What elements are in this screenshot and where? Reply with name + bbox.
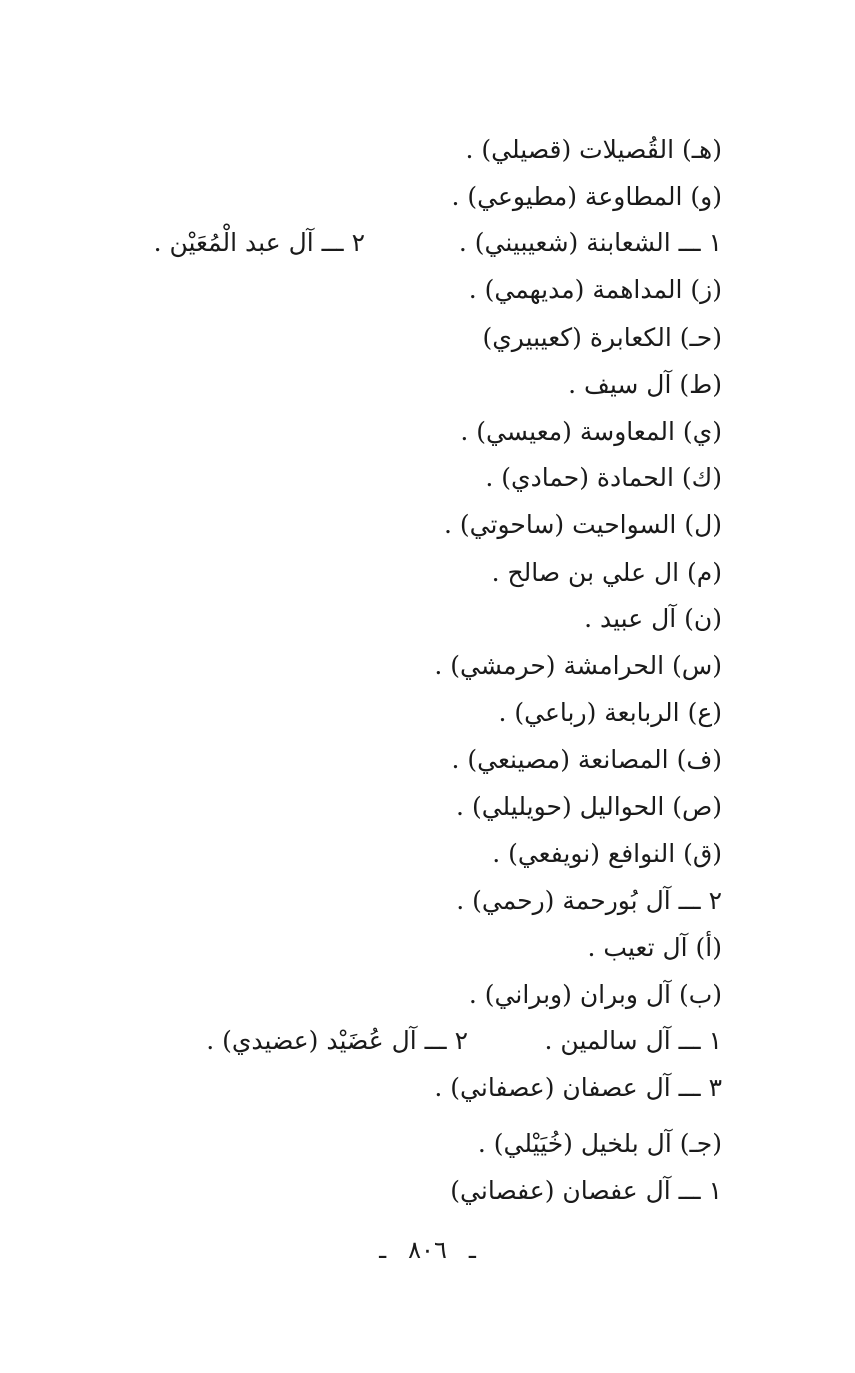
page-number: ٨٠٦ [408, 1236, 447, 1264]
list-item: ٢ ـــ آل بُورحمة (رحمي) . [456, 886, 722, 915]
list-item: (ز) المداهمة (مديهمي) . [468, 275, 722, 304]
list-item: (جـ) آل بلخيل (خُيَيْلي) . [477, 1129, 722, 1158]
list-item: (ن) آل عبيد . [584, 604, 722, 633]
list-item: (ص) الحواليل (حويليلي) . [456, 792, 722, 821]
list-item: (هـ) القُصيلات (قصيلي) . [465, 135, 722, 164]
list-item: (ق) النوافع (نويفعي) . [492, 839, 722, 868]
list-item: ٣ ـــ آل عصفان (عصفاني) . [434, 1073, 722, 1102]
list-item: (ل) السواحيت (ساحوتي) . [444, 510, 722, 539]
page-footer [0, 1236, 855, 1264]
list-item: (ب) آل وبران (وبراني) . [468, 980, 722, 1009]
list-item-second-column: ٢ ـــ آل عبد الْمُعَيْن . [153, 228, 365, 257]
list-item: (ي) المعاوسة (معيسي) . [460, 417, 722, 446]
list-item: ١ ـــ الشعابنة (شعيبيني) . [458, 228, 722, 257]
footer-dash: ـ [379, 1236, 387, 1264]
list-item: (ف) المصانعة (مصينعي) . [451, 745, 722, 774]
list-item: (و) المطاوعة (مطيوعي) . [451, 182, 722, 211]
list-item: (ع) الربابعة (رباعي) . [498, 698, 722, 727]
list-item: (س) الحرامشة (حرمشي) . [434, 651, 722, 680]
list-item: (حـ) الكعابرة (كعيبيري) [482, 323, 722, 352]
list-item: (أ) آل تعيب . [587, 933, 722, 962]
footer-dash: ـ [468, 1236, 476, 1264]
list-item: (ك) الحمادة (حمادي) . [485, 463, 722, 492]
list-item: ١ ـــ آل عفصان (عفصاني) [450, 1176, 722, 1205]
list-item: (ط) آل سيف . [568, 370, 722, 399]
list-item: (م) ال علي بن صالح . [491, 558, 722, 587]
list-item: ١ ـــ آل سالمين . [544, 1026, 722, 1055]
list-item-second-column: ٢ ـــ آل عُضَيْد (عضيدي) . [206, 1026, 468, 1055]
